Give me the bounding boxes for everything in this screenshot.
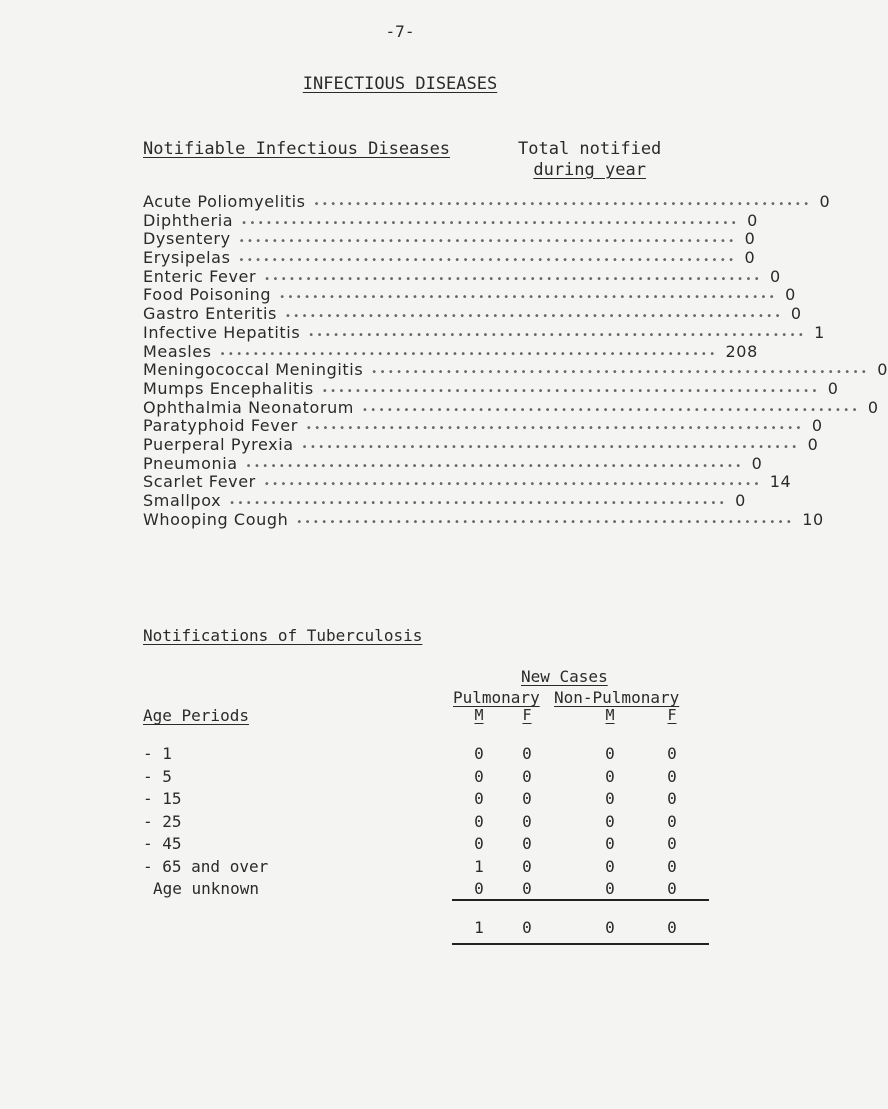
pulmonary-header: Pulmonary <box>453 688 540 707</box>
disease-count: 0 <box>785 285 796 305</box>
leader-dots: •••••••••••••••••••••••••••••••••••••••••••••••••••••••••••• <box>245 460 744 472</box>
total-rule-bottom <box>452 943 709 945</box>
disease-name: Ophthalmia Neonatorum <box>143 397 354 417</box>
leader-dots: •••••••••••••••••••••••••••••••••••••••••••••••••••••••••••• <box>264 273 763 285</box>
leader-dots: •••••••••••••••••••••••••••••••••••••••••••••••••••••••••••• <box>305 423 804 435</box>
leader-dots: •••••••••••••••••••••••••••••••••••••••••••••••••••••••••••• <box>371 367 870 379</box>
disease-row <box>143 416 823 436</box>
disease-count: 14 <box>769 472 792 492</box>
tuberculosis-row <box>143 857 743 880</box>
age-period: - 5 <box>143 766 172 786</box>
case-count-nm: 0 <box>605 811 615 831</box>
disease-row <box>143 322 825 342</box>
age-period: - 15 <box>143 789 182 808</box>
disease-count: 0 <box>735 491 746 510</box>
disease-row <box>143 229 756 249</box>
tuberculosis-row <box>143 789 743 812</box>
disease-count: 0 <box>877 360 888 380</box>
disease-row <box>143 210 758 230</box>
case-count-nm: 0 <box>605 744 615 763</box>
page-number: -7- <box>385 22 415 41</box>
disease-count: 1 <box>814 322 825 342</box>
disease-row <box>143 397 879 417</box>
disease-row <box>143 434 819 454</box>
leader-dots: •••••••••••••••••••••••••••••••••••••••••••••••••••••••••••• <box>284 311 783 323</box>
age-period: - 45 <box>143 834 182 853</box>
case-count-pm: 1 <box>474 856 484 876</box>
disease-name: Enteric Fever <box>143 266 257 286</box>
disease-row <box>143 341 758 361</box>
disease-name: Pneumonia <box>143 453 238 473</box>
disease-row <box>143 192 831 211</box>
disease-count: 0 <box>744 248 756 268</box>
case-count-pf: 0 <box>522 879 532 898</box>
tuberculosis-row <box>143 812 743 835</box>
age-period: - 65 and over <box>143 856 269 876</box>
disease-count: 208 <box>725 341 758 361</box>
disease-name: Smallpox <box>143 491 222 510</box>
leader-dots: •••••••••••••••••••••••••••••••••••••••••••••••••••••••••••• <box>241 217 740 229</box>
total-header-line1: Total notified <box>518 139 662 159</box>
non-pulmonary-header: Non-Pulmonary <box>554 688 680 707</box>
disease-count: 0 <box>770 266 781 286</box>
leader-dots: •••••••••••••••••••••••••••••••••••••••••••••••••••••••••••• <box>313 199 812 210</box>
case-count-pm: 0 <box>474 834 484 853</box>
non-pulmonary-female-header: F <box>667 706 677 724</box>
total-pulmonary-male: 1 <box>474 918 484 937</box>
case-count-nf: 0 <box>667 744 677 763</box>
case-count-pm: 0 <box>474 879 484 898</box>
new-cases-header: New Cases <box>521 667 608 686</box>
total-header-line2: during year <box>533 160 646 180</box>
case-count-pm: 0 <box>474 744 484 763</box>
disease-count: 10 <box>802 509 824 529</box>
disease-list <box>143 192 888 529</box>
disease-row <box>143 472 792 492</box>
age-period: - 25 <box>143 811 182 831</box>
case-count-pf: 0 <box>522 856 532 876</box>
non-pulmonary-male-header: M <box>605 706 615 724</box>
disease-name: Gastro Enteritis <box>143 304 277 324</box>
case-count-nm: 0 <box>605 766 615 786</box>
disease-count: 0 <box>867 397 879 417</box>
leader-dots: •••••••••••••••••••••••••••••••••••••••••••••••••••••••••••• <box>238 255 737 267</box>
leader-dots: •••••••••••••••••••••••••••••••••••••••••••••••••••••••••••• <box>263 479 762 491</box>
age-period: - 1 <box>143 744 172 763</box>
total-non-pulmonary-female: 0 <box>667 918 677 937</box>
leader-dots: •••••••••••••••••••••••••••••••••••••••••••••••••••••••••••• <box>321 385 820 397</box>
tuberculosis-row <box>143 767 743 790</box>
disease-name: Whooping Cough <box>143 509 289 529</box>
disease-name: Erysipelas <box>143 248 231 268</box>
case-count-pf: 0 <box>522 744 532 763</box>
disease-count: 0 <box>819 192 831 211</box>
disease-count: 0 <box>790 304 802 324</box>
disease-name: Mumps Encephalitis <box>143 378 314 398</box>
total-non-pulmonary-male: 0 <box>605 918 615 937</box>
disease-row <box>143 285 796 305</box>
case-count-pm: 0 <box>474 811 484 831</box>
disease-row <box>143 360 888 380</box>
case-count-pf: 0 <box>522 766 532 786</box>
case-count-pm: 0 <box>474 766 484 786</box>
case-count-pm: 0 <box>474 789 484 808</box>
disease-name: Infective Hepatitis <box>143 322 301 342</box>
case-count-nf: 0 <box>667 834 677 853</box>
total-column-header <box>518 139 661 181</box>
leader-dots: •••••••••••••••••••••••••••••••••••••••••••••••••••••••••••• <box>296 516 795 528</box>
disease-name: Puerperal Pyrexia <box>143 434 294 454</box>
disease-name: Dysentery <box>143 229 231 249</box>
age-period: Age unknown <box>153 879 259 898</box>
pulmonary-female-header: F <box>522 706 532 724</box>
disease-row <box>143 453 763 473</box>
leader-dots: •••••••••••••••••••••••••••••••••••••••••••••••••••••••••••• <box>279 292 778 304</box>
disease-name: Acute Poliomyelitis <box>143 192 306 211</box>
case-count-nm: 0 <box>605 789 615 808</box>
disease-row <box>143 304 802 324</box>
disease-name: Diphtheria <box>143 210 234 230</box>
disease-count: 0 <box>811 416 823 436</box>
disease-row <box>143 378 839 398</box>
disease-count: 0 <box>744 229 756 249</box>
disease-row <box>143 509 824 529</box>
case-count-nf: 0 <box>667 766 677 786</box>
case-count-nm: 0 <box>605 834 615 853</box>
tuberculosis-row <box>143 744 743 767</box>
disease-count: 0 <box>807 434 819 454</box>
disease-name: Scarlet Fever <box>143 472 256 492</box>
tuberculosis-title: Notifications of Tuberculosis <box>143 626 423 645</box>
case-count-pf: 0 <box>522 811 532 831</box>
leader-dots: •••••••••••••••••••••••••••••••••••••••••••••••••••••••••••• <box>219 348 718 360</box>
disease-name: Measles <box>143 341 212 361</box>
disease-name: Food Poisoning <box>143 285 272 305</box>
total-pulmonary-female: 0 <box>522 918 532 937</box>
case-count-pf: 0 <box>522 834 532 853</box>
total-rule-top <box>452 899 709 901</box>
leader-dots: •••••••••••••••••••••••••••••••••••••••••••••••••••••••••••• <box>301 441 800 453</box>
leader-dots: •••••••••••••••••••••••••••••••••••••••••••••••••••••••••••• <box>238 236 737 248</box>
pulmonary-male-header: M <box>474 706 484 724</box>
disease-row <box>143 491 746 510</box>
disease-row <box>143 266 781 286</box>
case-count-nf: 0 <box>667 856 677 876</box>
case-count-nf: 0 <box>667 789 677 808</box>
age-periods-header: Age Periods <box>143 706 249 725</box>
leader-dots: •••••••••••••••••••••••••••••••••••••••••••••••••••••••••••• <box>229 498 728 509</box>
leader-dots: •••••••••••••••••••••••••••••••••••••••••••••••••••••••••••• <box>308 329 807 341</box>
leader-dots: •••••••••••••••••••••••••••••••••••••••••••••••••••••••••••• <box>362 404 860 416</box>
disease-name: Meningococcal Meningitis <box>143 360 364 380</box>
case-count-nf: 0 <box>667 879 677 898</box>
case-count-nf: 0 <box>667 811 677 831</box>
notifiable-column-header: Notifiable Infectious Diseases <box>143 139 451 159</box>
disease-name: Paratyphoid Fever <box>143 416 298 436</box>
disease-count: 0 <box>747 210 758 230</box>
disease-row <box>143 248 756 268</box>
disease-count: 0 <box>751 453 763 473</box>
case-count-pf: 0 <box>522 789 532 808</box>
case-count-nm: 0 <box>605 856 615 876</box>
page-heading: INFECTIOUS DISEASES <box>302 74 498 94</box>
tuberculosis-row <box>143 834 743 857</box>
case-count-nm: 0 <box>605 879 615 898</box>
disease-count: 0 <box>827 378 839 398</box>
